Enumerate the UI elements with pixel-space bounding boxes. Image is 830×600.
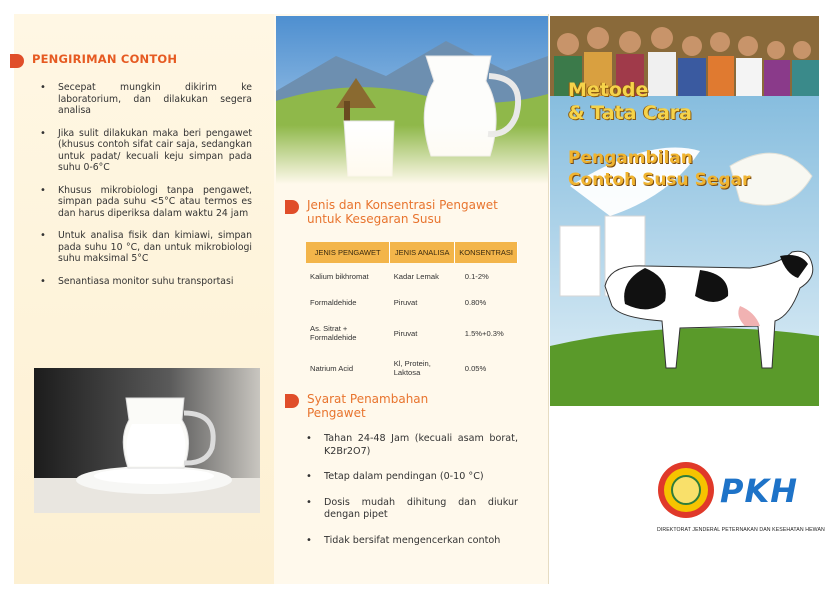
table-cell: Piruvat [393, 328, 418, 338]
table-row [306, 289, 518, 315]
list-item: • Secepat mungkin dikirim ke laboratorium, dan dilakukan segera analisa [36, 82, 252, 117]
heading-marker-icon [285, 200, 299, 214]
table-cell: Kalium bikhromat [310, 272, 369, 281]
table-cell: Formaldehide [310, 298, 357, 307]
heading-marker-icon [285, 394, 299, 408]
milk-jug-photo [34, 368, 260, 513]
table-cell: 0.80% [464, 298, 487, 307]
table-cell: Piruvat [393, 298, 418, 307]
table-cell: Kadar Lemak [393, 272, 439, 281]
pkh-logo-text: PKH [720, 472, 799, 510]
table-cell: 0.05% [464, 363, 487, 373]
list-item: • Tetap dalam pendingan (0-10 °C) [302, 471, 518, 484]
table-cell: As. Sitrat + Formaldehide [310, 324, 357, 342]
section-header-preservatives [285, 198, 498, 226]
column-header: JENIS PENGAWET [306, 242, 390, 263]
heading-preservatives-line2: untuk Kesegaran Susu [307, 212, 442, 226]
heading-preservatives-line1: Jenis dan Konsentrasi Pengawet [307, 198, 498, 212]
list-item: • Tahan 24-48 Jam (kecuali asam borat, K2Br2O7) [302, 433, 518, 458]
list-item: • Dosis mudah dihitung dan diukur dengan pipet [302, 497, 518, 522]
heading-requirements-line2: Pengawet [307, 406, 366, 420]
table-row [306, 350, 518, 385]
table-cell: Natrium Acid [310, 363, 354, 373]
table-cell: 0.1-2% [464, 272, 489, 281]
requirements-list [302, 433, 518, 558]
cover-title-line4: Contoh Susu Segar [568, 170, 751, 190]
heading-requirements-line1: Syarat Penambahan [307, 392, 429, 406]
cover-title-line2: & Tata Cara [568, 102, 692, 124]
section-header-requirements [285, 392, 428, 420]
list-item: • Untuk analisa fisik dan kimiawi, simpan pada suhu 10 °C, dan untuk mikrobiologi suhu maksimal 5°C [36, 230, 252, 265]
cover-footer: DIREKTORAT JENDERAL PETERNAKAN DAN KESEHATAN HEWAN [657, 527, 825, 533]
list-item: • Khusus mikrobiologi tanpa pengawet, simpan pada suhu <5°C atau termos es dan harus diperiksa dalam waktu 24 jam [36, 185, 252, 220]
table-header-row [306, 242, 518, 263]
cover-title-line3: Pengambilan [568, 148, 693, 168]
table-cell: 1.5%+0.3% [464, 328, 504, 338]
section-header-shipping [10, 52, 177, 68]
ministry-emblem-icon [658, 462, 714, 518]
heading-shipping: PENGIRIMAN CONTOH [32, 52, 178, 66]
heading-marker-icon [10, 54, 24, 68]
list-item: • Senantiasa monitor suhu transportasi [36, 276, 252, 288]
cover-title-line1: Metode [568, 79, 649, 101]
milk-pitcher-meadow-photo [276, 16, 548, 184]
table-cell: Kl, Protein, Laktosa [393, 359, 431, 377]
table-row [306, 263, 518, 289]
cover-collage-photo [550, 16, 819, 406]
column-header: KONSENTRASI [455, 242, 518, 263]
list-item: • Tidak bersifat mengencerkan contoh [302, 535, 518, 548]
list-item: • Jika sulit dilakukan maka beri pengawet (khusus contoh sifat cair saja, sedangkan untuk padat/ kecuali keju simpan pada suhu 0-6°C [36, 128, 252, 174]
shipping-list [36, 82, 252, 298]
table-row [306, 315, 518, 350]
column-header: JENIS ANALISA [390, 242, 455, 263]
preservatives-table [306, 242, 518, 385]
